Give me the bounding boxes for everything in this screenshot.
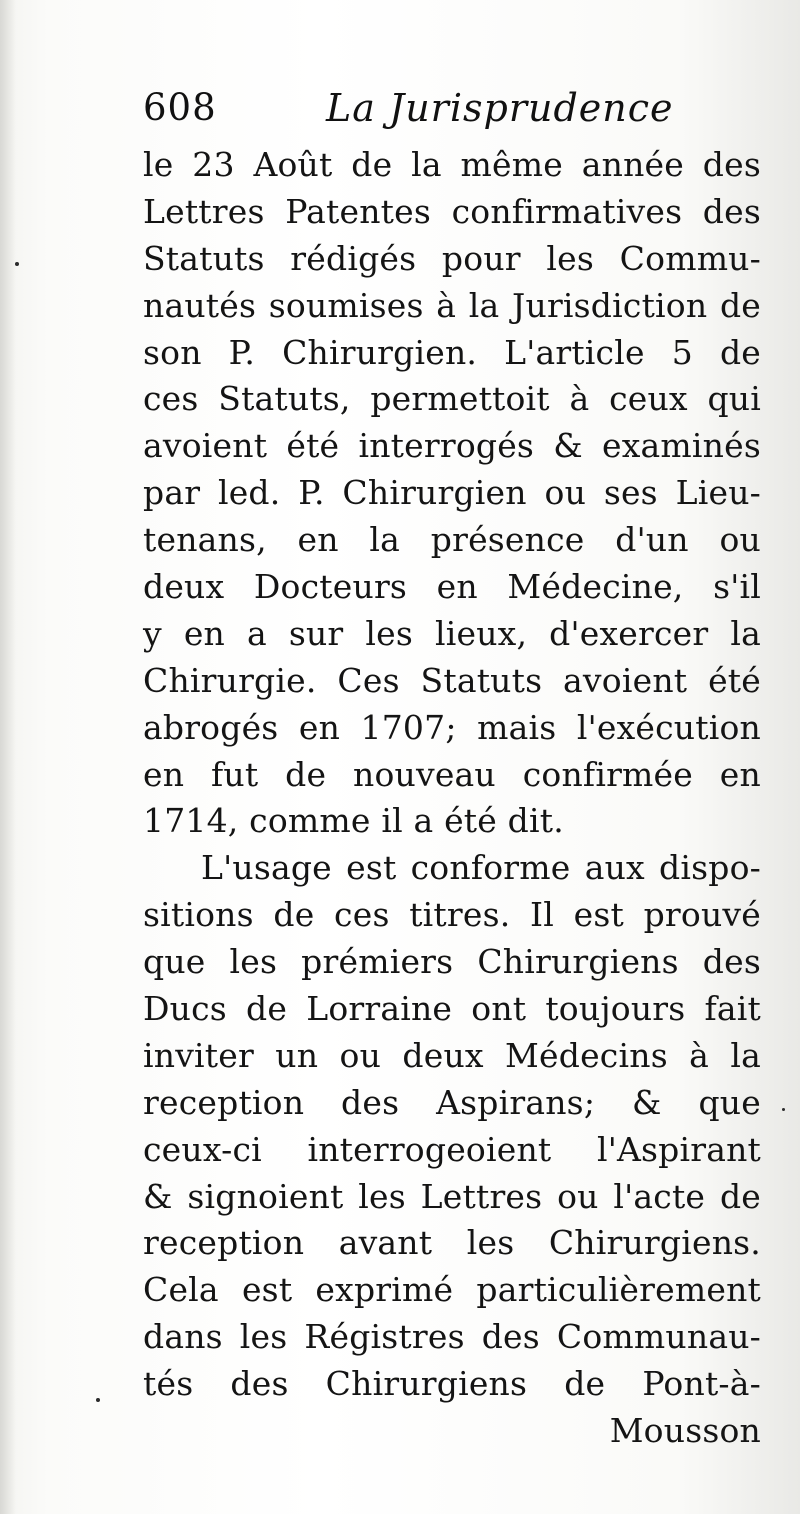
page-body-text — [143, 142, 761, 1455]
text-line: tenans, en la présence d'un ou — [143, 520, 761, 560]
text-line: son P. Chirurgien. L'article 5 de — [143, 332, 761, 372]
ink-speck — [96, 1398, 100, 1402]
paragraph-1 — [143, 142, 761, 845]
text-line: nautés soumises à la Jurisdiction de — [143, 285, 761, 325]
text-line: Cela est exprimé particulièrement — [143, 1270, 761, 1310]
text-line: sitions de ces titres. Il est prouvé — [143, 895, 761, 935]
text-line: & signoient les Lettres ou l'acte de — [143, 1176, 761, 1216]
text-line: tés des Chirurgiens de Pont-à- — [143, 1364, 761, 1404]
text-line: en fut de nouveau confirmée en — [143, 754, 761, 794]
catchword: Mousson — [609, 1411, 761, 1451]
text-line: ces Statuts, permettoit à ceux qui — [143, 379, 761, 419]
text-line: dans les Régistres des Communau- — [143, 1317, 761, 1357]
text-line: reception avant les Chirurgiens. — [143, 1223, 761, 1263]
text-line: avoient été interrogés & examinés — [143, 426, 761, 466]
text-line: deux Docteurs en Médecine, s'il — [143, 567, 761, 607]
text-line: le 23 Août de la même année des — [143, 145, 761, 184]
text-line: 1714, comme il a été dit. — [143, 801, 564, 841]
text-line: inviter un ou deux Médecins à la — [143, 1035, 761, 1075]
text-line: Chirurgie. Ces Statuts avoient été — [143, 660, 761, 700]
text-line: que les prémiers Chirurgiens des — [143, 942, 761, 982]
text-line: abrogés en 1707; mais l'exécution — [143, 707, 761, 747]
page-number: 608 — [143, 86, 217, 129]
text-line: Statuts rédigés pour les Commu- — [143, 238, 761, 278]
ink-speck — [15, 262, 19, 266]
paragraph-2 — [143, 845, 761, 1408]
ink-speck — [782, 1108, 785, 1111]
page-gutter-shadow — [0, 0, 16, 1514]
text-line: y en a sur les lieux, d'exercer la — [143, 613, 761, 653]
text-line: Lettres Patentes confirmatives des — [143, 191, 761, 231]
running-title: La Jurisprudence — [326, 86, 674, 130]
text-line: ceux-ci interrogeoient l'Aspirant — [143, 1129, 761, 1169]
text-line: Ducs de Lorraine ont toujours fait — [143, 989, 761, 1029]
text-line: par led. P. Chirurgien ou ses Lieu- — [143, 473, 761, 513]
text-line: reception des Aspirans; & que — [143, 1082, 761, 1122]
text-line: L'usage est conforme aux dispo- — [201, 848, 761, 888]
page-header — [143, 86, 763, 142]
